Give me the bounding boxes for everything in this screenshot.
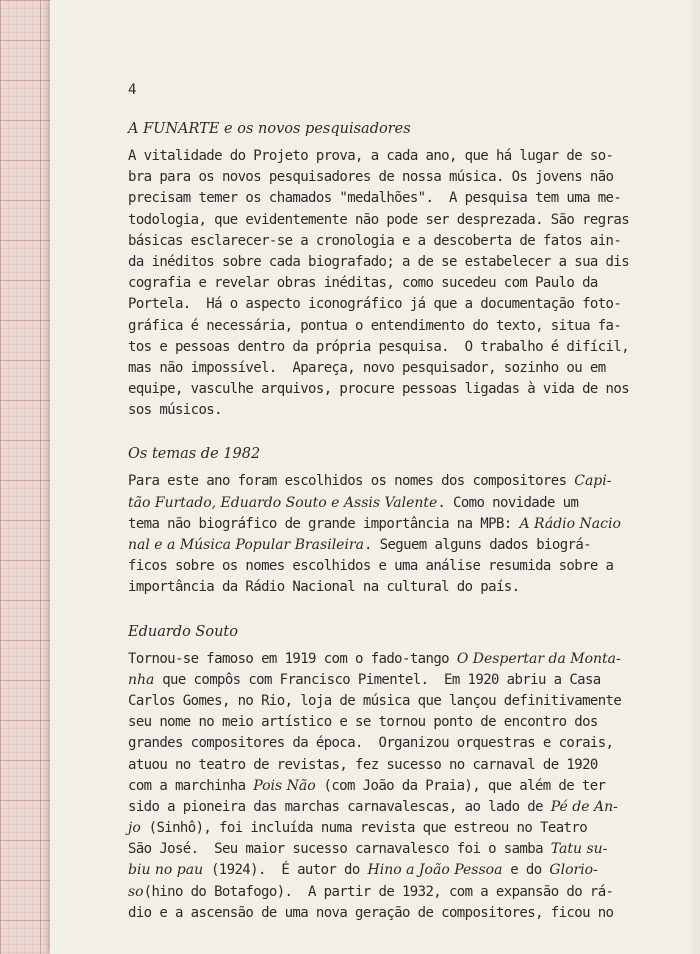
text-line bbox=[128, 514, 668, 535]
page-number: 4 bbox=[128, 82, 136, 98]
text-span: Para este ano foram escolhidos os nomes dos compositores bbox=[128, 473, 575, 490]
text-line bbox=[128, 493, 668, 514]
text-span: equipe, vasculhe arquivos, procure pessoas ligadas à vida de nos bbox=[128, 381, 630, 398]
text-line bbox=[128, 210, 668, 231]
italic-title: Glorio- bbox=[549, 862, 598, 879]
section bbox=[128, 621, 668, 924]
text-line bbox=[128, 337, 668, 358]
text-span: . Como novidade um bbox=[437, 494, 579, 511]
text-line bbox=[128, 146, 668, 167]
text-span: sido a pioneira das marchas carnavalescas, ao lado de bbox=[128, 798, 551, 815]
section-heading: Eduardo Souto bbox=[128, 623, 238, 640]
text-span: grandes compositores da época. Organizou orquestras e corais, bbox=[128, 735, 614, 752]
text-span: Carlos Gomes, no Rio, loja de música que lançou definitivamente bbox=[128, 692, 622, 709]
text-span: . Seguem alguns dados biográ- bbox=[363, 537, 592, 553]
text-span: (hino do Botafogo). A partir de 1932, com a expansão do rá- bbox=[143, 883, 614, 900]
text-line bbox=[128, 535, 668, 556]
text-line bbox=[128, 577, 668, 598]
text-line bbox=[128, 860, 668, 881]
text-span: mas não impossível. Apareça, novo pesquisador, sozinho ou em bbox=[128, 359, 606, 376]
text-span: todologia, que evidentemente não pode ser desprezada. São regras bbox=[128, 211, 630, 228]
text-span: precisam temer os chamados "medalhões". A pesquisa tem uma me- bbox=[128, 190, 622, 207]
italic-title: jo bbox=[128, 820, 141, 837]
text-line bbox=[128, 755, 668, 776]
text-line bbox=[128, 839, 668, 860]
text-span: básicas esclarecer-se a cronologia e a descoberta de fatos ain- bbox=[128, 232, 622, 249]
text-line bbox=[128, 231, 668, 252]
text-line bbox=[128, 712, 668, 733]
text-span: ficos sobre os nomes escolhidos e uma análise resumida sobre a bbox=[128, 558, 614, 575]
text-line bbox=[128, 903, 668, 924]
text-span: A vitalidade do Projeto prova, a cada ano, que há lugar de so- bbox=[128, 148, 614, 164]
text-line bbox=[128, 358, 668, 379]
text-span: (1924). É autor do bbox=[203, 862, 368, 879]
text-line bbox=[128, 776, 668, 797]
italic-title: Tatu su- bbox=[550, 841, 608, 858]
text-span: gráfica é necessária, pontua o entendimento do texto, situa fa- bbox=[128, 317, 622, 334]
paragraph bbox=[128, 649, 668, 924]
text-line bbox=[128, 379, 668, 400]
text-span: sos músicos. bbox=[128, 402, 222, 419]
text-line bbox=[128, 818, 668, 839]
text-line bbox=[128, 882, 668, 903]
text-line bbox=[128, 294, 668, 315]
text-line bbox=[128, 556, 668, 577]
section bbox=[128, 118, 668, 421]
italic-title: nal e a Música Popular Brasileira bbox=[128, 537, 364, 553]
text-span: São José. Seu maior sucesso carnavalesco foi o samba bbox=[128, 841, 551, 858]
text-span: importância da Rádio Nacional na cultural do país. bbox=[128, 579, 520, 596]
italic-title: O Despertar da Monta- bbox=[456, 650, 621, 667]
text-line bbox=[128, 252, 668, 273]
text-span: seu nome no meio artístico e se tornou ponto de encontro dos bbox=[128, 714, 598, 731]
text-span: com a marchinha bbox=[128, 777, 254, 794]
text-span: e do bbox=[502, 862, 550, 879]
text-line bbox=[128, 670, 668, 691]
paragraph bbox=[128, 471, 668, 598]
text-line bbox=[128, 797, 668, 818]
page-text bbox=[128, 78, 668, 946]
text-span: Tornou-se famoso em 1919 com o fado-tango bbox=[128, 650, 457, 667]
document-page bbox=[50, 0, 700, 954]
text-span: tema não biográfico de grande importância na MPB: bbox=[128, 515, 520, 532]
paragraph bbox=[128, 146, 668, 421]
text-line bbox=[128, 400, 668, 421]
sections bbox=[128, 118, 668, 924]
text-line bbox=[128, 691, 668, 712]
text-span: cografia e revelar obras inéditas, como sucedeu com Paulo da bbox=[128, 275, 598, 292]
text-line bbox=[128, 188, 668, 209]
text-line bbox=[128, 733, 668, 754]
text-span: bra para os novos pesquisadores de nossa música. Os jovens não bbox=[128, 169, 614, 186]
italic-title: tão Furtado, Eduardo Souto e Assis Valente bbox=[128, 494, 438, 511]
text-line bbox=[128, 649, 668, 670]
text-span: (com João da Praia), que além de ter bbox=[315, 777, 606, 794]
italic-title: A Rádio Nacio bbox=[519, 515, 621, 532]
text-line bbox=[128, 316, 668, 337]
text-span: que compôs com Francisco Pimentel. Em 1920 abriu a Casa bbox=[154, 671, 601, 688]
text-span: dio e a ascensão de uma nova geração de compositores, ficou no bbox=[128, 904, 614, 921]
text-span: tos e pessoas dentro da própria pesquisa. O trabalho é difícil, bbox=[128, 338, 630, 355]
italic-title: so bbox=[128, 883, 144, 900]
section-heading: A FUNARTE e os novos pesquisadores bbox=[128, 121, 411, 137]
text-line bbox=[128, 273, 668, 294]
italic-title: Pé de An- bbox=[550, 798, 618, 815]
text-line bbox=[128, 471, 668, 492]
text-span: (Sinhô), foi incluída numa revista que estreou no Teatro bbox=[140, 820, 588, 837]
italic-title: Hino a João Pessoa bbox=[367, 862, 503, 879]
italic-title: Pois Não bbox=[253, 777, 316, 794]
text-span: atuou no teatro de revistas, fez sucesso no carnaval de 1920 bbox=[128, 756, 598, 773]
italic-title: Capi- bbox=[574, 473, 612, 490]
italic-title: nha bbox=[128, 671, 155, 688]
italic-title: biu no pau bbox=[128, 862, 204, 879]
text-span: da inéditos sobre cada biografado; a de se estabelecer a sua dis bbox=[128, 253, 630, 270]
section bbox=[128, 443, 668, 598]
section-heading: Os temas de 1982 bbox=[128, 446, 261, 463]
text-line bbox=[128, 167, 668, 188]
text-span: Portela. Há o aspecto iconográfico já que a documentação foto- bbox=[128, 296, 622, 313]
